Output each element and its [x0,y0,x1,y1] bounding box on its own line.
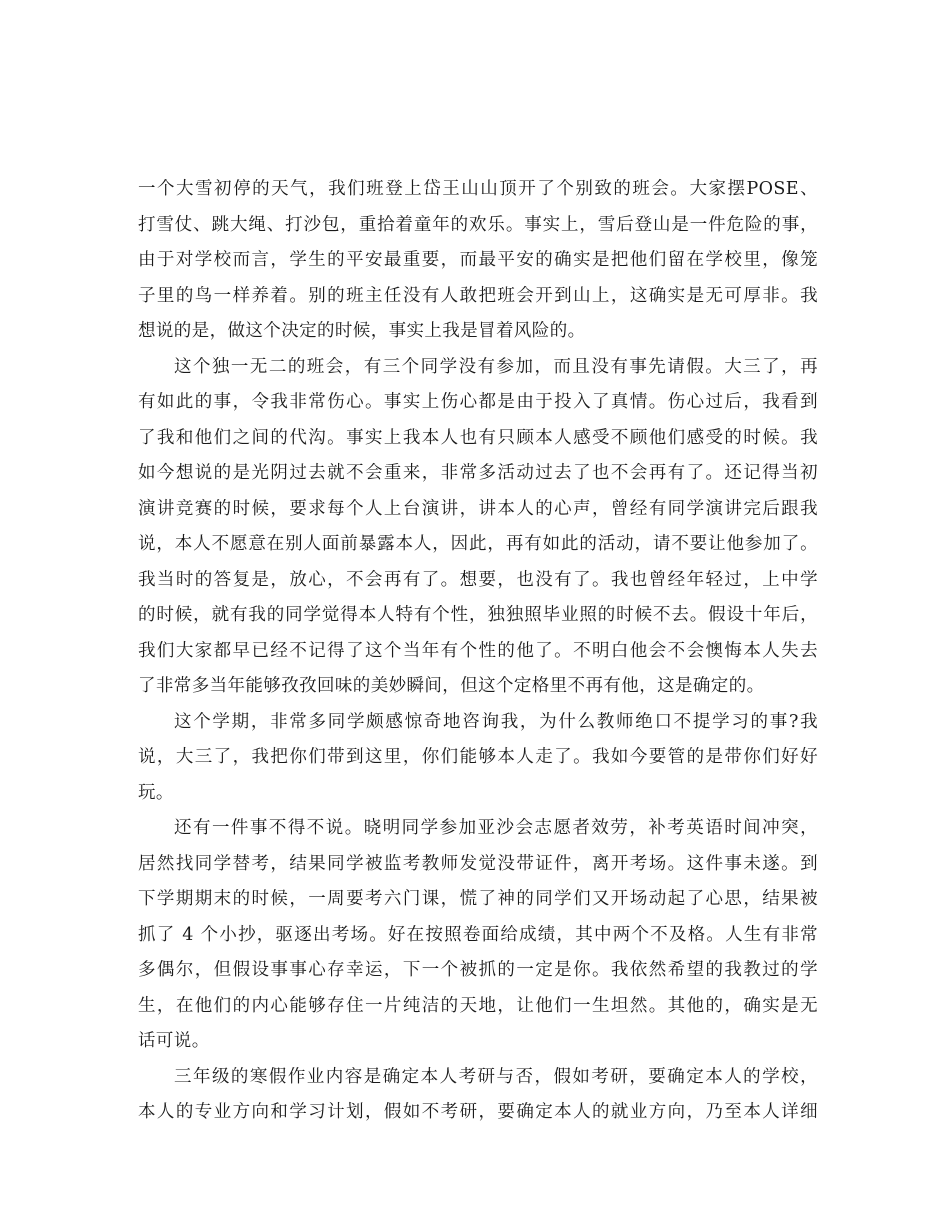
text-line: 三年级的寒假作业内容是确定本人考研与否，假如考研，要确定本人的学校， [174,1066,818,1087]
text-line: 打雪仗、跳大绳、打沙包，重拾着童年的欢乐。事实上，雪后登山是一件危险的事， [138,214,818,235]
text-line: 了非常多当年能够孜孜回味的美妙瞬间，但这个定格里不再有他，这是确定的。 [138,676,765,696]
paragraph [138,172,818,350]
text-line: 说，本人不愿意在别人面前暴露本人，因此，再有如此的活动，请不要让他参加了。 [138,534,818,554]
paragraph [138,350,818,705]
text-line: 生，在他们的内心能够存住一片纯洁的天地，让他们一生坦然。其他的，确实是无 [138,995,818,1016]
text-line: 玩。 [138,782,174,803]
text-line: 本人的专业方向和学习计划，假如不考研，要确定本人的就业方向，乃至本人详细 [138,1102,818,1122]
document-body [138,172,818,1131]
text-line: 多偶尔，但假设事事心存幸运，下一个被抓的一定是你。我依然希望的我教过的学 [138,960,818,980]
text-line: 如今想说的是光阴过去就不会重来，非常多活动过去了也不会再有了。还记得当初 [138,463,818,483]
text-line: 说，大三了，我把你们带到这里，你们能够本人走了。我如今要管的是带你们好好 [138,747,818,767]
text-line: 这个学期，非常多同学颇感惊奇地咨询我，为什么教师绝口不提学习的事?我 [174,711,818,732]
text-line: 我当时的答复是，放心，不会再有了。想要，也没有了。我也曾经年轻过，上中学 [138,569,818,590]
text-line: 话可说。 [138,1031,210,1051]
text-line: 子里的鸟一样养着。别的班主任没有人敢把班会开到山上，这确实是无可厚非。我 [138,285,818,306]
text-line: 还有一件事不得不说。晓明同学参加亚沙会志愿者效劳，补考英语时间冲突， [174,818,818,838]
text-line: 了我和他们之间的代沟。事实上我本人也有只顾本人感受不顾他们感受的时候。我 [138,427,818,448]
paragraph [138,811,818,1060]
text-line: 有如此的事，令我非常伤心。事实上伤心都是由于投入了真情。伤心过后，我看到 [138,392,818,412]
text-line: 演讲竞赛的时候，要求每个人上台演讲，讲本人的心声，曾经有同学演讲完后跟我 [138,498,818,519]
paragraph [138,705,818,812]
text-line: 一个大雪初停的天气，我们班登上岱王山山顶开了个别致的班会。大家摆POSE、 [138,179,818,199]
paragraph [138,1060,818,1131]
text-line: 想说的是，做这个决定的时候，事实上我是冒着风险的。 [138,321,586,341]
text-line: 我们大家都早已经不记得了这个当年有个性的他了。不明白他会不会懊悔本人失去 [138,640,818,661]
text-line: 的时候，就有我的同学觉得本人特有个性，独独照毕业照的时候不去。假设十年后， [138,605,818,625]
text-line: 抓了 4 个小抄，驱逐出考场。好在按照卷面给成绩，其中两个不及格。人生有非常 [138,924,818,945]
text-line: 由于对学校而言，学生的平安最重要，而最平安的确实是把他们留在学校里，像笼 [138,250,818,270]
text-line: 居然找同学替考，结果同学被监考教师发觉没带证件，离开考场。这件事未遂。到 [138,853,818,874]
text-line: 这个独一无二的班会，有三个同学没有参加，而且没有事先请假。大三了，再 [174,356,818,377]
text-line: 下学期期末的时候，一周要考六门课，慌了神的同学们又开场动起了心思，结果被 [138,889,818,909]
